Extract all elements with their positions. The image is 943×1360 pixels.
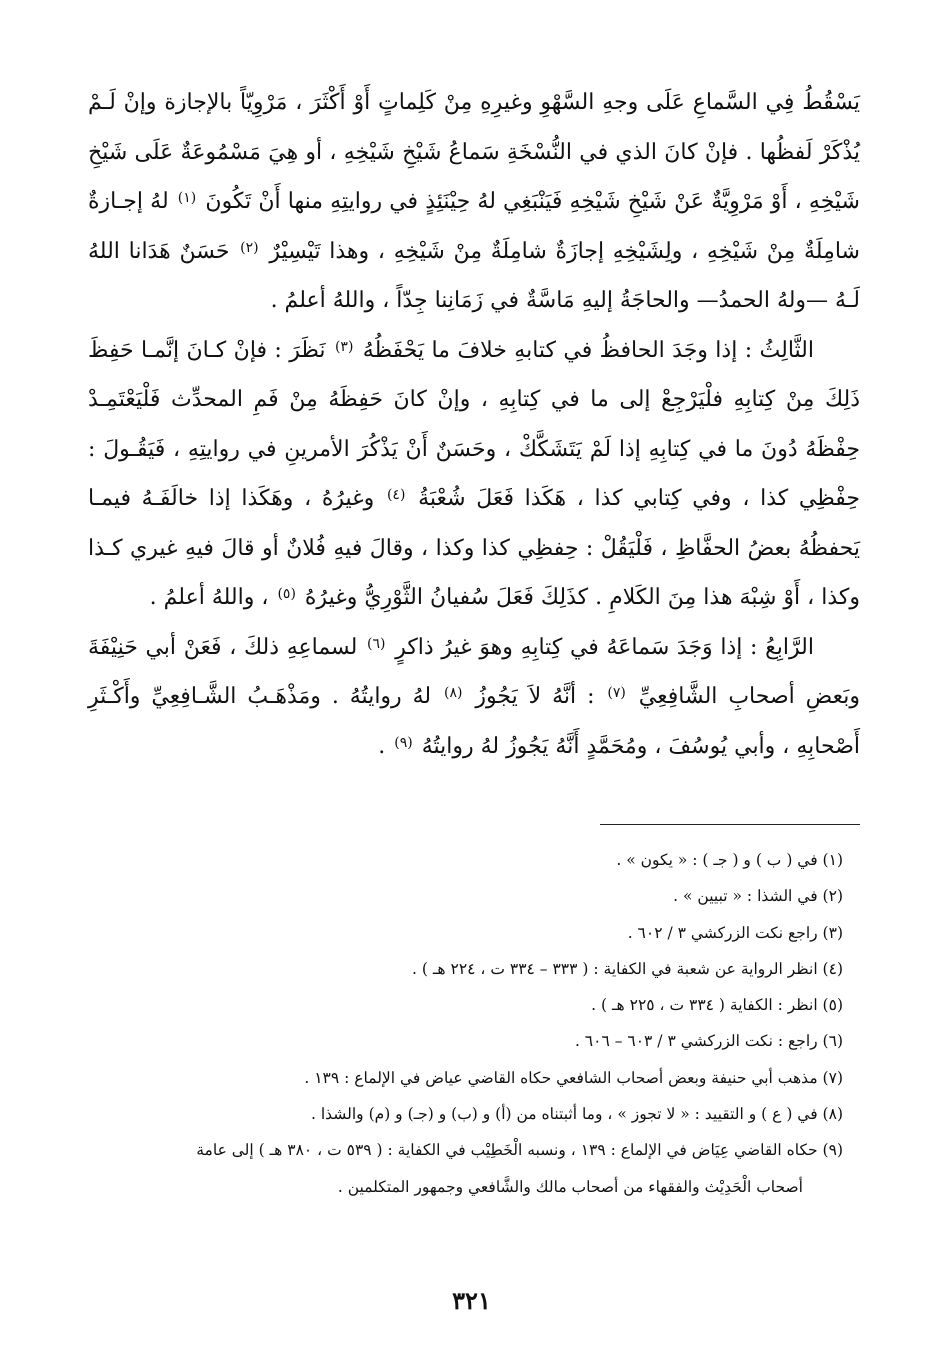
paragraph-fourth: الرَّابِعُ : إذا وَجَدَ سَماعَهُ في كِتابِهِ وهوَ غيرُ ذاكرٍ $^{(٦)}$ لسماعِهِ ذلكَ ، فَعَنْ أبي حَنِيْفَةَ وبَعضِ أصحابِ الشَّافِعِيِّ $^{(٧)}$ : أنَّهُ لاَ يَجُوزُ $^{(٨)}$ لهُ روايتُهُ . ومَذْهَـبُ الشَّـافِعِيِّ وأَكْـثَرِ أَصْحابِهِ ، وأبي يُوسُفَ ، ومُحَمَّدٍ أَنَّهُ يَجُوزُ لهُ روايتُهُ $^{(٩)}$ . [88,634,860,759]
footnote-ref-3: (٣) [334,338,354,355]
footnote-1: (١) في ( ب ) و ( جـ ) : « يكون » . [616,851,843,869]
footnote-ref-6: (٦) [367,635,386,652]
footnote-ref-9: (٩) [394,734,413,751]
footnote-7: (٧) مذهب أبي حنيفة وبعض أصحاب الشافعي حكاه القاضي عياض في الإلماع : ١٣٩ . [304,1068,843,1087]
footnote-ref-2: (٢) [240,239,259,256]
footnote-ref-8: (٨) [444,685,463,701]
footnote-9: (٩) حكاه القاضي عِيَاض في الإلماع : ١٣٩ ، ونسبه الْخَطِيْب في الكفاية : ( ٥٣٩ ت ، ٣٨٠ هـ ) إلى عامة أصحاب الْحَدِيْث والفقهاء من أصحاب مالك والشَّافعي وجمهور المتكلمين . [86,1132,843,1205]
paragraph-third: الثَّالِثُ : إذا وجَدَ الحافظُ في كتابهِ خلافَ ما يَحْفَظُهُ $^{(٣)}$ نَظَرَ : فإنْ كـانَ إنَّمـا حَفِظَ ذَلِكَ مِنْ كِتابِهِ فلْيَرْجِعْ إلى ما في كِتابِهِ ، وإنْ كانَ حَفِظَهُ مِنْ فَمِ المحدِّث فَلْيَعْتَمِـدْ حِفْظَهُ دُونَ ما في كِتابِهِ إذا لَمْ يَتَشَكَّكْ ، وحَسَنٌ أَنْ يَذْكُرَ الأمرينِ في روايتِهِ ، فَيَقُـولَ : حِفْظِي كذا ، وفي كِتابي كذا ، هَكَذا فَعَلَ شُعْبَةُ $^{(٤)}$ وغيرُهُ ، وهَكَذا إذا خالَفَـهُ فيمـا يَحفظُهُ بعضُ الحفَّاظِ ، فَلْيَقُلْ : حِفظِي كذا وكذا ، وقالَ فيهِ فُلانٌ أو قالَ فيهِ غيري كـذا وكذا ، أَوْ شِبْهَ هذا مِنَ الكَلامِ . كذَلِكَ فَعَلَ سُفيانُ الثَّوْرِيُّ وغيرُهُ $^{(٥)}$ ، واللهُ أعلمُ . [88,337,860,610]
footnote-ref-4: (٤) [386,487,406,503]
footnote-ref-7: (٧) [607,685,626,701]
footnote-ref-1: (١) [177,190,197,206]
footnote-6: (٦) راجع : نكت الزركشي ٣ / ٦٠٣ – ٦٠٦ . [574,1032,843,1051]
footnote-separator [600,824,860,825]
footnote-ref-5: (٥) [277,586,296,602]
footnote-4: (٤) انظر الرواية عن شعبة في الكفاية : ( ٣٣٣ – ٣٣٤ ت ، ٢٢٤ هـ ) . [412,959,843,978]
main-text-block [88,78,860,771]
footnote-3: (٣) راجع نكت الزركشي ٣ / ٦٠٢ . [627,923,843,942]
page-number: ٣٢١ [452,1286,491,1315]
footnote-8: (٨) في ( ع ) و التقييد : « لا تجوز » ، وما أثبتناه من (أ) و (ب) و (جـ) و (م) والشذا . [311,1105,843,1124]
footnote-9-continuation: أصحاب الْحَدِيْث والفقهاء من أصحاب مالك والشَّافعي وجمهور المتكلمين . [337,1177,803,1196]
footnotes [86,842,843,1205]
footnote-2: (٢) في الشذا : « تبيين » . [673,887,843,906]
paragraph-1: يَسْقُطُ فِي السَّماعِ عَلَى وجهِ السَّهْوِ وغيرِهِ مِنْ كَلِماتٍ أَوْ أَكْثَرَ ، مَرْوِيّاً بالإجازة وإنْ لَـمْ يُذْكَرْ لَفظُها . فإنْ كانَ الذي في النُّسْخَةِ سَماعُ شَيْخِ شَيْخِهِ ، أو هِيَ مَسْمُوعَةٌ عَلَى شَيْخِ شَيْخِهِ ، أَوْ مَرْوِيَّةٌ عَنْ شَيْخِ شَيْخِهِ فَيَنْبَغِي لهُ حِيْنَئِذٍ في روايتِهِ منها أَنْ تَكُونَ $^{(١)}$ لهُ إجـازةٌ شامِلَةٌ مِنْ شَيْخِهِ ، ولِشَيْخِهِ إجازَةٌ شامِلَةٌ مِنْ شَيْخِهِ ، وهذا تَيْسِيْرٌ $^{(٢)}$ حَسَنٌ هَدَانا اللهُ لَـهُ —ولهُ الحمدُ— والحاجَةُ إليهِ مَاسَّةٌ في زَمَانِنا جِدّاً ، واللهُ أعلمُ . [88,90,860,313]
footnote-5: (٥) انظر : الكفاية ( ٣٣٤ ت ، ٢٢٥ هـ ) . [591,996,843,1015]
